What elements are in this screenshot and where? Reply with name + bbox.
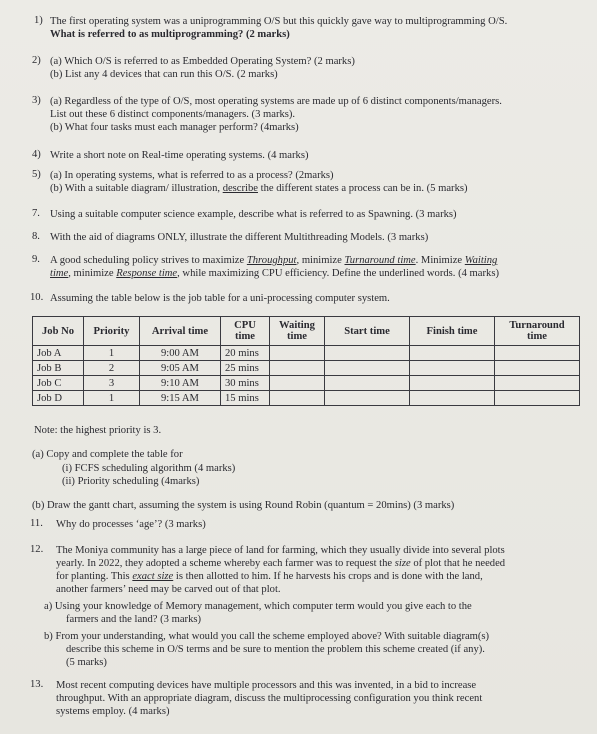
header-priority: Priority — [84, 317, 140, 346]
header-waiting-time: Waiting time — [270, 317, 325, 346]
cell-finish — [410, 391, 495, 406]
cell-turnaround — [495, 346, 580, 361]
cell-turnaround — [495, 361, 580, 376]
table-row — [33, 361, 580, 376]
cell-job: Job B — [33, 361, 84, 376]
cell-priority: 2 — [84, 361, 140, 376]
q12-b-line3: (5 marks) — [66, 657, 107, 668]
table-row — [33, 391, 580, 406]
q2-line2: (b) List any 4 devices that can run this O/S. (2 marks) — [50, 69, 278, 80]
q10-part-a-i: (i) FCFS scheduling algorithm (4 marks) — [62, 463, 236, 474]
q1-line2: What is referred to as multiprogramming? (2 marks) — [50, 29, 290, 40]
q3-number: 3) — [32, 95, 41, 106]
cell-priority: 1 — [84, 346, 140, 361]
q12-a-line1: a) Using your knowledge of Memory management, which computer term would you give each to the — [44, 601, 472, 612]
cell-job: Job A — [33, 346, 84, 361]
table-row — [33, 376, 580, 391]
q5-line2: (b) With a suitable diagram/ illustration, describe the different states a process can be in. (5 marks) — [50, 183, 468, 194]
q10-part-a: (a) Copy and complete the table for — [32, 449, 183, 460]
cell-arrival: 9:10 AM — [139, 376, 220, 391]
q11-line1: Why do processes ‘age’? (3 marks) — [56, 519, 206, 530]
cell-arrival: 9:00 AM — [139, 346, 220, 361]
cell-cpu: 25 mins — [221, 361, 270, 376]
q13-number: 13. — [30, 679, 44, 690]
q12-b-line1: b) From your understanding, what would you call the scheme employed above? With suitable diagram(s) — [44, 631, 490, 642]
q2-line1: (a) Which O/S is referred to as Embedded Operating System? (2 marks) — [50, 56, 355, 67]
q10-part-a-ii: (ii) Priority scheduling (4marks) — [62, 476, 200, 487]
cell-finish — [410, 346, 495, 361]
q12-b-line2: describe this scheme in O/S terms and be sure to mention the problem this scheme created (if any). — [66, 644, 485, 655]
q1-number: 1) — [34, 15, 43, 26]
cell-cpu: 30 mins — [221, 376, 270, 391]
cell-start — [325, 376, 410, 391]
cell-waiting — [270, 346, 325, 361]
q9-number: 9. — [32, 254, 40, 265]
q12-number: 12. — [30, 544, 44, 555]
cell-cpu: 15 mins — [221, 391, 270, 406]
cell-turnaround — [495, 376, 580, 391]
header-job-no: Job No — [33, 317, 84, 346]
header-start-time: Start time — [325, 317, 410, 346]
q13-line3: systems employ. (4 marks) — [56, 706, 170, 717]
cell-arrival: 9:15 AM — [139, 391, 220, 406]
q13-line2: throughput. With an appropriate diagram, discuss the multiprocessing configuration you think recent — [56, 693, 483, 704]
table-note: Note: the highest priority is 3. — [34, 425, 162, 436]
q13-line1: Most recent computing devices have multiple processors and this was invented, in a bid to increase — [56, 680, 477, 691]
q1-line1: The first operating system was a uniprogramming O/S but this quickly gave way to multiprogramming O/S. — [50, 16, 508, 27]
q8-line1: With the aid of diagrams ONLY, illustrate the different Multithreading Models. (3 marks) — [50, 232, 429, 243]
cell-waiting — [270, 391, 325, 406]
cell-cpu: 20 mins — [221, 346, 270, 361]
q12-line4: another farmers’ need may be carved out of that plot. — [56, 584, 281, 595]
q12-a-line2: farmers and the land? (3 marks) — [66, 614, 202, 625]
cell-arrival: 9:05 AM — [139, 361, 220, 376]
cell-waiting — [270, 361, 325, 376]
cell-job: Job D — [33, 391, 84, 406]
cell-waiting — [270, 376, 325, 391]
q3-line3: (b) What four tasks must each manager perform? (4marks) — [50, 122, 299, 133]
q10-line1: Assuming the table below is the job table for a uni-processing computer system. — [50, 293, 390, 304]
q12-line2: yearly. In 2022, they adopted a scheme whereby each farmer was to request the size of plot that he needed — [56, 558, 506, 569]
q7-line1: Using a suitable computer science example, describe what is referred to as Spawning. (3 marks) — [50, 209, 457, 220]
job-table-header — [33, 317, 580, 346]
table-row — [33, 346, 580, 361]
job-table — [32, 316, 580, 406]
q10-number: 10. — [30, 292, 44, 303]
q2-number: 2) — [32, 55, 41, 66]
q3-line2: List out these 6 distinct components/managers. (3 marks). — [50, 109, 296, 120]
header-arrival-time: Arrival time — [139, 317, 220, 346]
header-turnaround-time: Turnaround time — [495, 317, 580, 346]
q3-line1: (a) Regardless of the type of O/S, most operating systems are made up of 6 distinct components/managers. — [50, 96, 502, 107]
cell-start — [325, 391, 410, 406]
q12-line3: for planting. This exact size is then allotted to him. If he harvests his crops and is done with the land, — [56, 571, 483, 582]
q9-line1: A good scheduling policy strives to maximize Throughput, minimize Turnaround time. Minimize Waiting — [50, 255, 498, 266]
q10-part-b: (b) Draw the gantt chart, assuming the system is using Round Robin (quantum = 20mins) (3 marks) — [32, 500, 455, 511]
q12-line1: The Moniya community has a large piece of land for farming, which they usually divide into several plots — [56, 545, 505, 556]
cell-finish — [410, 376, 495, 391]
q9-line2: time, minimize Response time, while maximizing CPU efficiency. Define the underlined words. (4 marks) — [50, 268, 499, 279]
header-cpu-time: CPU time — [221, 317, 270, 346]
cell-priority: 1 — [84, 391, 140, 406]
cell-priority: 3 — [84, 376, 140, 391]
header-finish-time: Finish time — [410, 317, 495, 346]
cell-job: Job C — [33, 376, 84, 391]
cell-start — [325, 346, 410, 361]
q11-number: 11. — [30, 518, 43, 529]
cell-start — [325, 361, 410, 376]
q4-line1: Write a short note on Real-time operating systems. (4 marks) — [50, 150, 309, 161]
cell-turnaround — [495, 391, 580, 406]
q5-number: 5) — [32, 169, 41, 180]
q4-number: 4) — [32, 149, 41, 160]
q8-number: 8. — [32, 231, 40, 242]
q5-line1: (a) In operating systems, what is referred to as a process? (2marks) — [50, 170, 334, 181]
q7-number: 7. — [32, 208, 40, 219]
cell-finish — [410, 361, 495, 376]
